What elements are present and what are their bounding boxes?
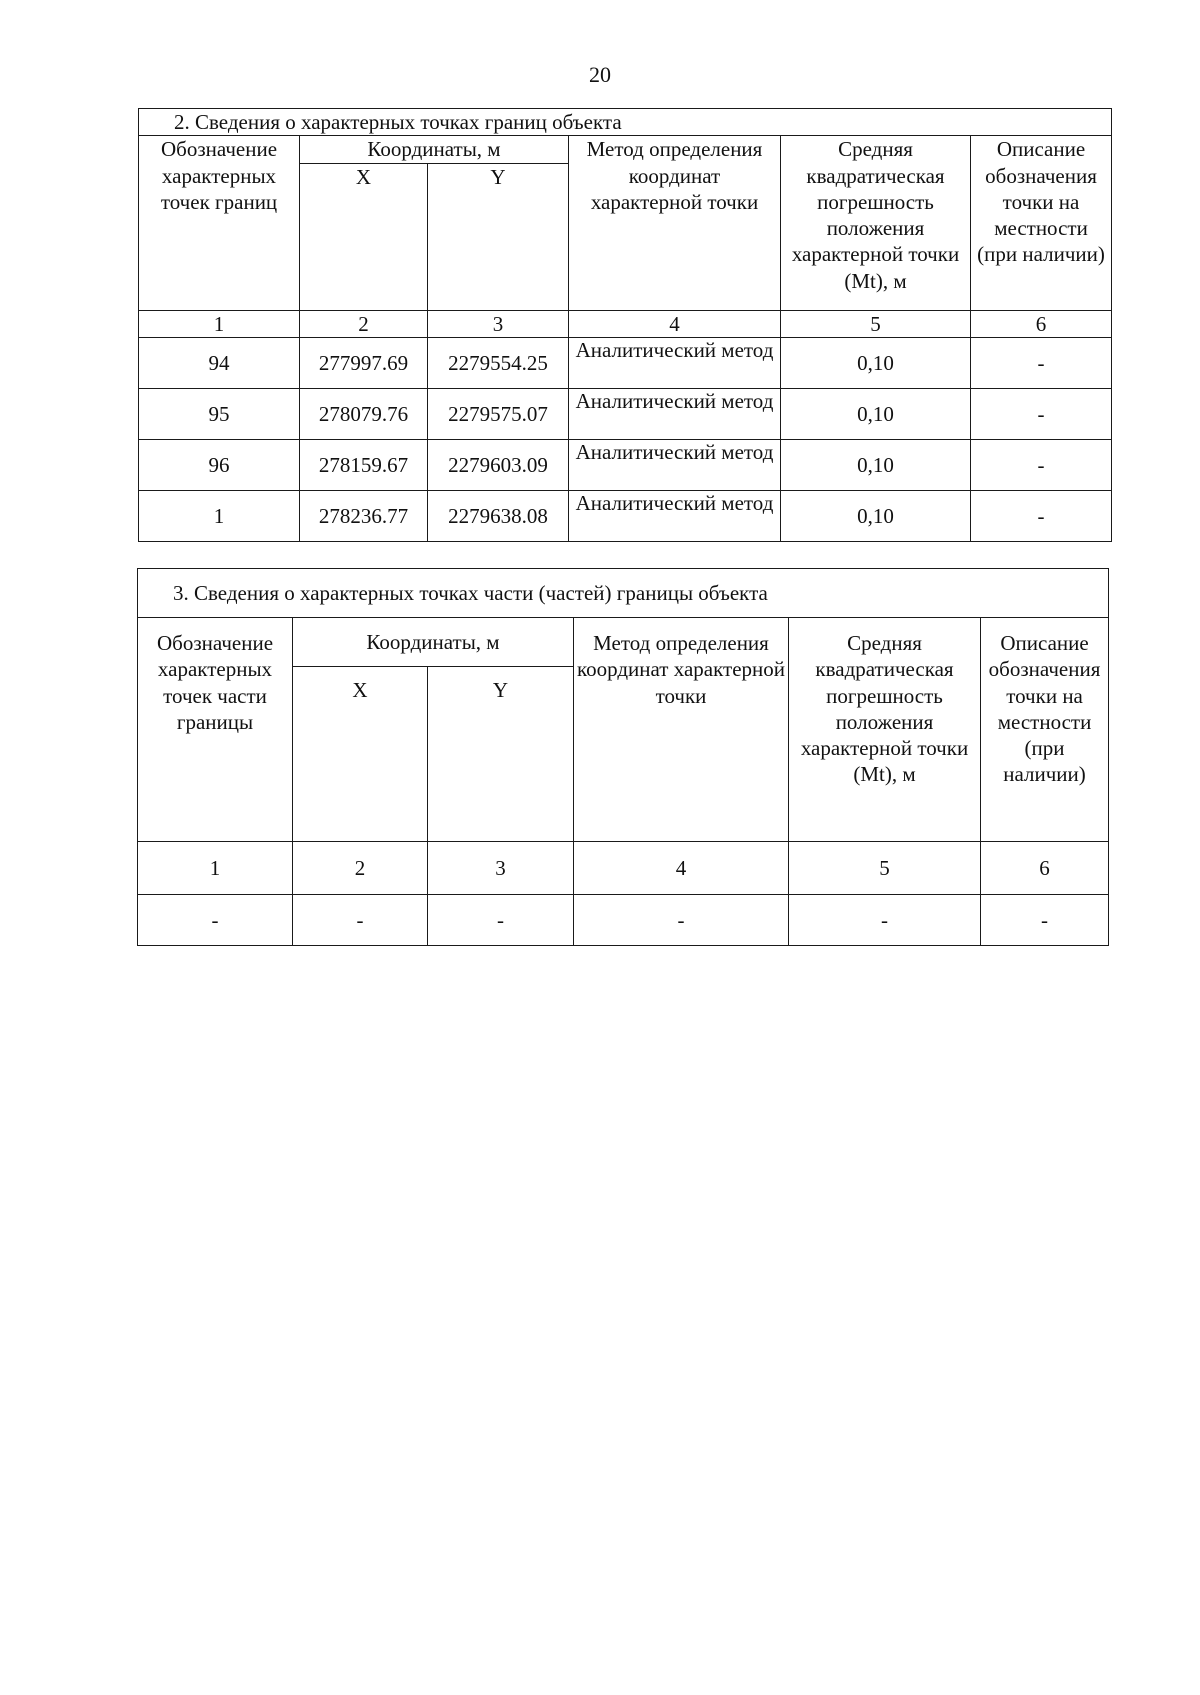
coord-x: 277997.69 <box>300 337 428 388</box>
header-description: Описание обозначения точки на местности (при наличии) <box>981 618 1109 842</box>
point-id: 1 <box>139 490 300 541</box>
header-description: Описание обозначения точки на местности (при наличии) <box>971 136 1112 310</box>
header-error: Средняя квадратическая погрешность положения характерной точки (Mt), м <box>781 136 971 310</box>
table-row <box>139 490 1112 541</box>
description-value: - <box>971 388 1112 439</box>
method-text: Аналитический метод <box>575 439 774 464</box>
error-value: 0,10 <box>781 490 971 541</box>
column-number: 4 <box>569 310 781 337</box>
header-designation: Обозначение характерных точек части границы <box>138 618 293 842</box>
description-value: - <box>981 895 1109 946</box>
table-row <box>138 895 1109 946</box>
point-id: 96 <box>139 439 300 490</box>
description-value: - <box>971 490 1112 541</box>
boundary-part-points-table <box>137 568 1109 946</box>
method-text: Аналитический метод <box>575 490 774 515</box>
coord-x: - <box>293 895 428 946</box>
method-cell <box>569 337 781 388</box>
coord-x: 278079.76 <box>300 388 428 439</box>
description-value: - <box>971 439 1112 490</box>
column-number: 1 <box>139 310 300 337</box>
description-value: - <box>971 337 1112 388</box>
header-coordinates: Координаты, м <box>300 136 569 163</box>
method-text: - <box>574 895 789 946</box>
column-number: 5 <box>781 310 971 337</box>
coord-x: 278159.67 <box>300 439 428 490</box>
table-row <box>139 388 1112 439</box>
coord-y: - <box>428 895 574 946</box>
column-number: 3 <box>428 842 574 895</box>
coord-x: 278236.77 <box>300 490 428 541</box>
column-number: 1 <box>138 842 293 895</box>
error-value: 0,10 <box>781 388 971 439</box>
table-row <box>139 337 1112 388</box>
page-number: 20 <box>589 62 611 87</box>
error-value: 0,10 <box>781 439 971 490</box>
boundary-points-table <box>138 108 1112 542</box>
error-value: - <box>789 895 981 946</box>
point-id: 94 <box>139 337 300 388</box>
error-value: 0,10 <box>781 337 971 388</box>
header-method: Метод определения координат характерной точки <box>569 136 781 310</box>
column-number: 4 <box>574 842 789 895</box>
column-number: 6 <box>971 310 1112 337</box>
column-number: 3 <box>428 310 569 337</box>
coord-y: 2279638.08 <box>428 490 569 541</box>
column-number: 6 <box>981 842 1109 895</box>
column-number: 2 <box>293 842 428 895</box>
column-number: 2 <box>300 310 428 337</box>
method-text: Аналитический метод <box>575 388 774 413</box>
header-y: Y <box>428 667 574 842</box>
header-coordinates: Координаты, м <box>293 618 574 667</box>
point-id: 95 <box>139 388 300 439</box>
method-text: Аналитический метод <box>575 337 774 362</box>
method-cell <box>569 490 781 541</box>
header-designation: Обозначение характерных точек границ <box>139 136 300 310</box>
point-id: - <box>138 895 293 946</box>
column-number: 5 <box>789 842 981 895</box>
table-row <box>139 439 1112 490</box>
header-error: Средняя квадратическая погрешность положения характерной точки (Mt), м <box>789 618 981 842</box>
header-x: X <box>300 163 428 310</box>
method-cell <box>569 439 781 490</box>
header-y: Y <box>428 163 569 310</box>
section-3-title: 3. Сведения о характерных точках части (частей) границы объекта <box>138 569 1109 618</box>
section-2-title: 2. Сведения о характерных точках границ объекта <box>139 109 1112 136</box>
method-cell <box>569 388 781 439</box>
coord-y: 2279575.07 <box>428 388 569 439</box>
header-method: Метод определения координат характерной точки <box>574 618 789 842</box>
coord-y: 2279554.25 <box>428 337 569 388</box>
coord-y: 2279603.09 <box>428 439 569 490</box>
header-x: X <box>293 667 428 842</box>
